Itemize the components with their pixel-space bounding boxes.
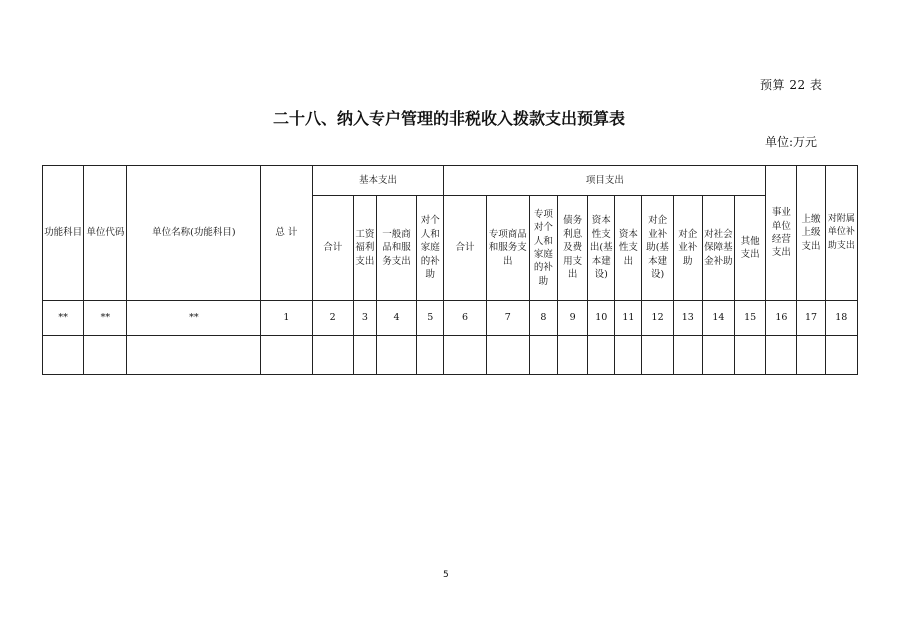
index-cell: 14 xyxy=(702,301,734,336)
empty-cell xyxy=(642,336,673,375)
empty-cell xyxy=(261,336,312,375)
empty-cell xyxy=(84,336,127,375)
empty-cell xyxy=(673,336,702,375)
index-cell: 9 xyxy=(558,301,588,336)
empty-cell xyxy=(766,336,797,375)
col-tail-1: 事业单位经营支出 xyxy=(766,166,797,301)
empty-cell xyxy=(558,336,588,375)
unit-label: 单位:万元 xyxy=(765,135,818,149)
col-basic-3: 一般商品和服务支出 xyxy=(376,196,416,301)
index-cell: 16 xyxy=(766,301,797,336)
col-basic-2: 工资福利支出 xyxy=(353,196,376,301)
col-project-5: 资本性支出(基本建设) xyxy=(588,196,615,301)
index-cell: ** xyxy=(43,301,84,336)
col-project-9: 对社会保障基金补助 xyxy=(702,196,734,301)
empty-cell xyxy=(43,336,84,375)
index-cell: 5 xyxy=(417,301,444,336)
budget-table xyxy=(42,165,858,375)
index-cell: 10 xyxy=(588,301,615,336)
empty-cell xyxy=(127,336,261,375)
empty-cell xyxy=(486,336,529,375)
empty-cell xyxy=(444,336,486,375)
col-basic-1: 合计 xyxy=(312,196,353,301)
empty-cell xyxy=(702,336,734,375)
col-total: 总 计 xyxy=(261,166,312,301)
index-cell: 18 xyxy=(825,301,857,336)
index-cell: 11 xyxy=(615,301,642,336)
col-project-7: 对企业补助(基本建设) xyxy=(642,196,673,301)
col-unit-name: 单位名称(功能科目) xyxy=(127,166,261,301)
index-cell: 6 xyxy=(444,301,486,336)
col-tail-2: 上缴上级支出 xyxy=(797,166,825,301)
col-project-6: 资本性支出 xyxy=(615,196,642,301)
empty-cell xyxy=(529,336,557,375)
index-cell: 13 xyxy=(673,301,702,336)
col-project-2: 专项商品和服务支出 xyxy=(486,196,529,301)
empty-cell xyxy=(312,336,353,375)
empty-cell xyxy=(353,336,376,375)
empty-cell xyxy=(417,336,444,375)
index-cell: 4 xyxy=(376,301,416,336)
col-project-1: 合计 xyxy=(444,196,486,301)
index-cell: 2 xyxy=(312,301,353,336)
table-number: 预算 22 表 xyxy=(760,78,823,92)
empty-cell xyxy=(376,336,416,375)
index-cell: 7 xyxy=(486,301,529,336)
col-project-8: 对企业补助 xyxy=(673,196,702,301)
empty-cell xyxy=(615,336,642,375)
index-cell: ** xyxy=(84,301,127,336)
index-cell: 1 xyxy=(261,301,312,336)
col-function: 功能科目 xyxy=(43,166,84,301)
col-project-3: 专项对个人和家庭的补助 xyxy=(529,196,557,301)
index-cell: ** xyxy=(127,301,261,336)
index-cell: 17 xyxy=(797,301,825,336)
page-title: 二十八、纳入专户管理的非税收入拨款支出预算表 xyxy=(272,109,625,128)
index-cell: 8 xyxy=(529,301,557,336)
col-unit-code: 单位代码 xyxy=(84,166,127,301)
col-basic-4: 对个人和家庭的补助 xyxy=(417,196,444,301)
index-cell: 15 xyxy=(735,301,766,336)
empty-cell xyxy=(825,336,857,375)
col-project-10: 其他支出 xyxy=(735,196,766,301)
col-project-4: 债务利息及费用支出 xyxy=(558,196,588,301)
group-project: 项目支出 xyxy=(444,166,766,196)
empty-cell xyxy=(797,336,825,375)
empty-cell xyxy=(735,336,766,375)
index-cell: 12 xyxy=(642,301,673,336)
index-cell: 3 xyxy=(353,301,376,336)
col-tail-3: 对附属单位补助支出 xyxy=(825,166,857,301)
group-basic: 基本支出 xyxy=(312,166,444,196)
empty-cell xyxy=(588,336,615,375)
page-number: 5 xyxy=(443,570,449,580)
table-row xyxy=(43,336,858,375)
table-row xyxy=(43,301,858,336)
